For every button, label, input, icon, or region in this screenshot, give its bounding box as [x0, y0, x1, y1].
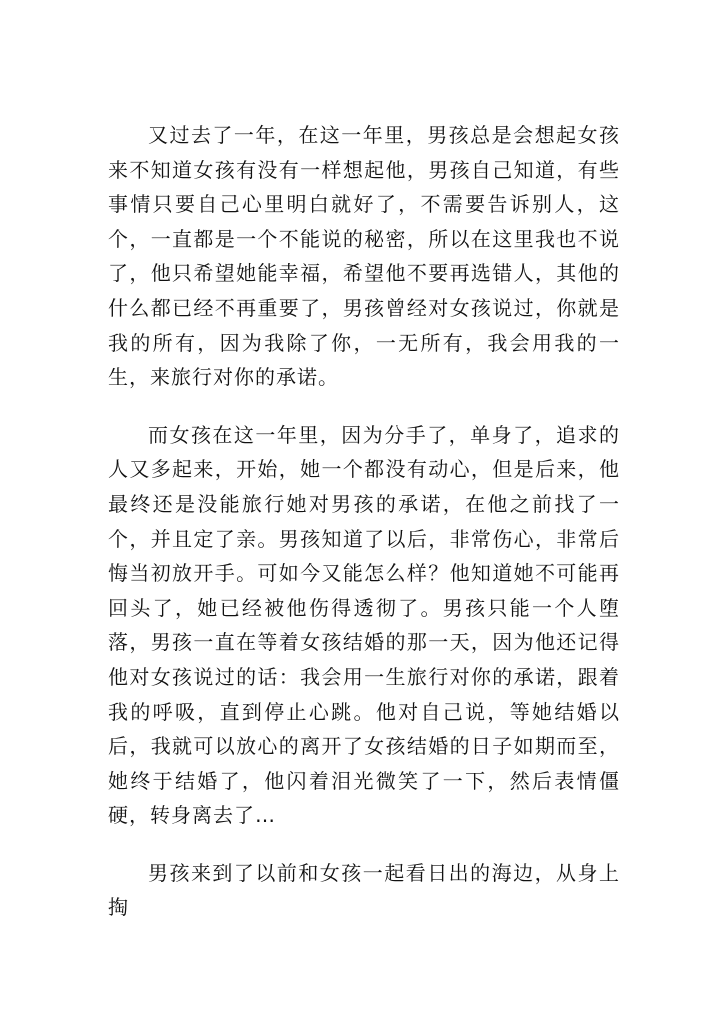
paragraph-1: 又过去了一年，在这一年里，男孩总是会想起女孩来不知道女孩有没有一样想起他，男孩自己知道，有些事情只要自己心里明白就好了，不需要告诉别人，这个，一直都是一个不能说的秘密，所以在这里我也不说了，他只希望她能幸福，希望他不要再选错人，其他的什么都已经不再重要了，男孩曾经对女孩说过，你就是我的所有，因为我除了你，一无所有，我会用我的一生，来旅行对你的承诺。: [108, 123, 620, 390]
paragraph-2: 而女孩在这一年里，因为分手了，单身了，追求的人又多起来，开始，她一个都没有动心，但是后来，他最终还是没能旅行她对男孩的承诺，在他之前找了一个，并且定了亲。男孩知道了以后，非常伤心，非常后悔当初放开手。可如今又能怎么样？他知道她不可能再回头了，她已经被他伤得透彻了。男孩只能一个人堕落，男孩一直在等着女孩结婚的那一天，因为他还记得他对女孩说过的话：我会用一生旅行对你的承诺，跟着我的呼吸，直到停止心跳。他对自己说，等她结婚以后，我就可以放心的离开了女孩结婚的日子如期而至，她终于结婚了，他闪着泪光微笑了一下，然后表情僵硬，转身离去了…: [108, 422, 620, 828]
body-text: [108, 118, 620, 925]
paragraph-3: 男孩来到了以前和女孩一起看日出的海边，从身上掏: [108, 860, 620, 920]
